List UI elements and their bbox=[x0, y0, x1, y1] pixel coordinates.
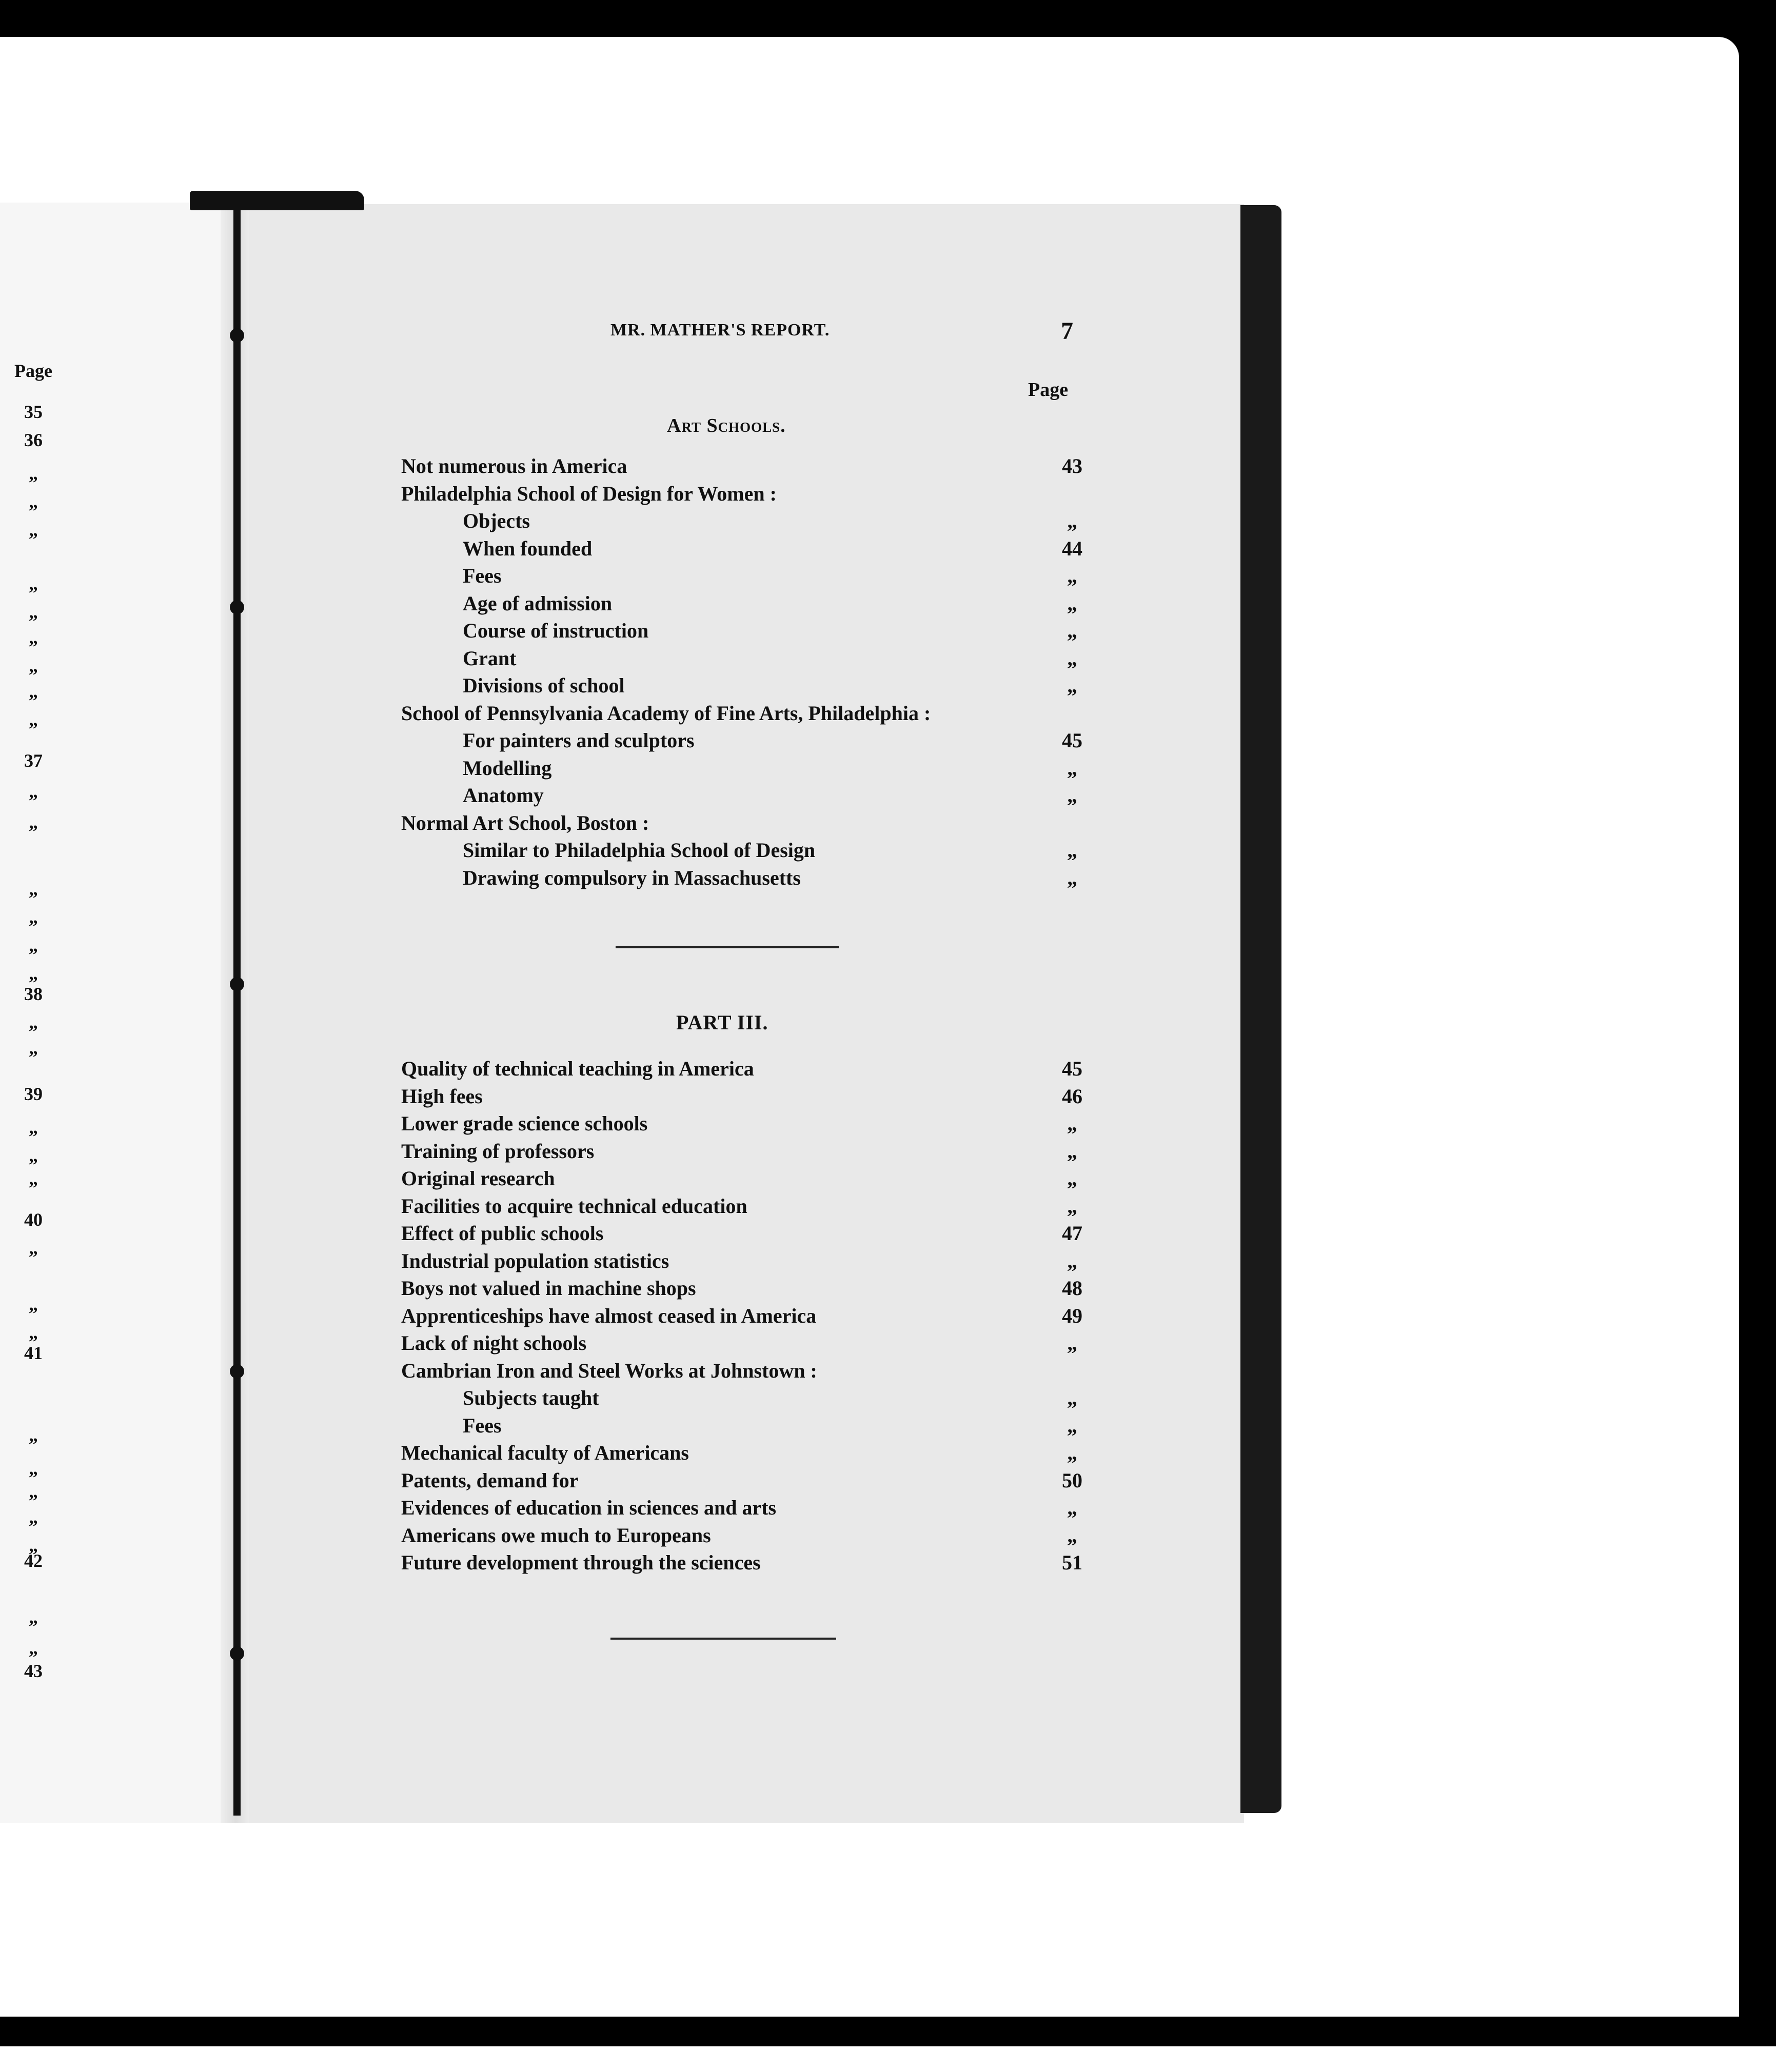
left-page-ref: „ bbox=[29, 463, 38, 484]
index-entry: Mechanical faculty of Americans bbox=[401, 1441, 689, 1464]
binding-knot bbox=[230, 1364, 244, 1379]
page-edge-shadow bbox=[1240, 205, 1281, 1813]
left-page-ref: „ bbox=[29, 1535, 38, 1556]
index-entry: Fees bbox=[463, 564, 502, 587]
index-page-ref: 46 bbox=[1062, 1084, 1082, 1108]
section-divider bbox=[610, 1638, 836, 1640]
index-entry: For painters and sculptors bbox=[463, 729, 695, 752]
left-page-ref: „ bbox=[29, 1481, 38, 1502]
left-page-ref: „ bbox=[29, 520, 38, 540]
left-page-ref: 39 bbox=[24, 1084, 43, 1104]
index-page-ref: 44 bbox=[1062, 536, 1082, 560]
left-page-ref: „ bbox=[29, 491, 38, 512]
index-page-ref: 45 bbox=[1062, 1057, 1082, 1080]
left-page-ref: „ bbox=[29, 1458, 38, 1479]
left-page-ref: „ bbox=[29, 1117, 38, 1138]
left-page-ref: „ bbox=[29, 627, 38, 648]
index-page-ref: 45 bbox=[1062, 729, 1082, 752]
binding-tape bbox=[190, 191, 364, 210]
index-page-ref: „ bbox=[1067, 1413, 1077, 1437]
index-page-ref: 49 bbox=[1062, 1304, 1082, 1327]
binding-knot bbox=[230, 977, 244, 991]
index-entry: Grant bbox=[463, 646, 517, 670]
index-page-ref: „ bbox=[1067, 1112, 1077, 1135]
index-entry: Americans owe much to Europeans bbox=[401, 1523, 711, 1547]
index-entry: Philadelphia School of Design for Women : bbox=[401, 482, 777, 505]
left-page-ref: „ bbox=[29, 1145, 38, 1166]
index-page-ref: „ bbox=[1067, 646, 1077, 670]
index-entry: High fees bbox=[401, 1084, 483, 1108]
index-entry: Similar to Philadelphia School of Design bbox=[463, 839, 816, 862]
left-page-ref: „ bbox=[29, 907, 38, 927]
index-entry: Facilities to acquire technical education bbox=[401, 1194, 747, 1218]
index-page-ref: „ bbox=[1067, 619, 1077, 642]
index-entry: Age of admission bbox=[463, 591, 613, 615]
left-page-ref: „ bbox=[29, 1507, 38, 1527]
index-page-ref: „ bbox=[1067, 1167, 1077, 1190]
index-entry: Normal Art School, Boston : bbox=[401, 811, 649, 834]
index-entry: Lack of night schools bbox=[401, 1331, 587, 1354]
index-page-ref: 51 bbox=[1062, 1551, 1082, 1574]
left-page-ref: „ bbox=[29, 879, 38, 899]
index-entry: Boys not valued in machine shops bbox=[401, 1277, 696, 1300]
index-page-ref: „ bbox=[1067, 839, 1077, 862]
left-page-ref: „ bbox=[29, 1294, 38, 1314]
index-page-ref: „ bbox=[1067, 1523, 1077, 1547]
index-page-ref: „ bbox=[1067, 756, 1077, 780]
index-entry: When founded bbox=[463, 536, 593, 560]
left-page-ref: „ bbox=[29, 1038, 38, 1058]
index-entry: Original research bbox=[401, 1167, 555, 1190]
section-divider bbox=[616, 946, 839, 948]
index-entry: Lower grade science schools bbox=[401, 1112, 648, 1135]
binding-knot bbox=[230, 600, 244, 614]
index-page-ref: „ bbox=[1067, 866, 1077, 889]
index-page-ref: 48 bbox=[1062, 1277, 1082, 1300]
binding-knot bbox=[230, 1646, 244, 1661]
index-entry: Subjects taught bbox=[463, 1386, 599, 1409]
index-page-ref: „ bbox=[1067, 564, 1077, 587]
index-entry: Objects bbox=[463, 509, 530, 532]
index-entry: School of Pennsylvania Academy of Fine Arts, Philadelphia : bbox=[401, 701, 931, 725]
left-page-ref: „ bbox=[29, 963, 38, 984]
left-page-ref: „ bbox=[29, 573, 38, 594]
binding-knot bbox=[230, 328, 244, 343]
index-entry: Cambrian Iron and Steel Works at Johnstown : bbox=[401, 1359, 817, 1382]
left-page-ref: „ bbox=[29, 1607, 38, 1627]
index-page-ref: „ bbox=[1067, 1386, 1077, 1409]
left-page-ref: „ bbox=[29, 602, 38, 622]
left-page-ref: „ bbox=[29, 681, 38, 702]
left-page-ref: 36 bbox=[24, 430, 43, 450]
left-page-ref: „ bbox=[29, 781, 38, 802]
left-page-ref: „ bbox=[29, 812, 38, 832]
index-entry: Fees bbox=[463, 1413, 502, 1437]
index-page-ref: „ bbox=[1067, 784, 1077, 807]
left-page-ref: 40 bbox=[24, 1209, 43, 1230]
left-page-ref: „ bbox=[29, 1012, 38, 1032]
left-page-ref: 38 bbox=[24, 984, 43, 1004]
left-page-ref: „ bbox=[29, 935, 38, 955]
index-page-ref: „ bbox=[1067, 1496, 1077, 1519]
left-page-ref: „ bbox=[29, 709, 38, 730]
left-page-ref: 37 bbox=[24, 750, 43, 771]
index-page-ref: „ bbox=[1067, 509, 1077, 532]
index-entry: Anatomy bbox=[463, 784, 544, 807]
bottom-margin-strip bbox=[0, 2046, 1776, 2072]
left-page-ref: „ bbox=[29, 655, 38, 676]
section-heading-art-schools: Art Schools. bbox=[667, 415, 786, 436]
index-entry: Evidences of education in sciences and arts bbox=[401, 1496, 777, 1519]
index-page-ref: „ bbox=[1067, 674, 1077, 697]
index-entry: Patents, demand for bbox=[401, 1468, 579, 1492]
left-page-ref: 42 bbox=[24, 1550, 43, 1571]
page-number: 7 bbox=[1061, 317, 1073, 345]
index-entry: Not numerous in America bbox=[401, 454, 627, 477]
index-entry: Drawing compulsory in Massachusetts bbox=[463, 866, 801, 889]
index-page-ref: „ bbox=[1067, 1441, 1077, 1464]
binding-thread bbox=[233, 195, 241, 1816]
index-page-ref: „ bbox=[1067, 1194, 1077, 1218]
page-column-header: Page bbox=[1028, 379, 1069, 401]
index-page-ref: „ bbox=[1067, 1331, 1077, 1354]
index-page-ref: 50 bbox=[1062, 1468, 1082, 1492]
section-heading-part-three: PART III. bbox=[676, 1011, 768, 1034]
index-entry: Quality of technical teaching in America bbox=[401, 1057, 754, 1080]
index-page-ref: „ bbox=[1067, 1139, 1077, 1163]
index-entry: Industrial population statistics bbox=[401, 1249, 669, 1272]
left-page-ref: 43 bbox=[24, 1661, 43, 1681]
index-entry: Modelling bbox=[463, 756, 552, 780]
index-entry: Divisions of school bbox=[463, 674, 625, 697]
left-page-ref: 35 bbox=[24, 402, 43, 422]
index-page-ref: „ bbox=[1067, 591, 1077, 615]
index-entry: Apprenticeships have almost ceased in America bbox=[401, 1304, 817, 1327]
index-entry: Course of instruction bbox=[463, 619, 649, 642]
running-head: MR. MATHER'S REPORT. bbox=[610, 321, 830, 340]
left-column-header: Page bbox=[14, 361, 52, 381]
left-page-ref: „ bbox=[29, 1168, 38, 1189]
index-entry: Training of professors bbox=[401, 1139, 595, 1163]
index-entry: Effect of public schools bbox=[401, 1222, 604, 1245]
index-page-ref: 43 bbox=[1062, 454, 1082, 477]
left-page-ref: „ bbox=[29, 1322, 38, 1343]
left-page-ref: „ bbox=[29, 1238, 38, 1258]
index-page-ref: „ bbox=[1067, 1249, 1077, 1272]
index-entry: Future development through the sciences bbox=[401, 1551, 761, 1574]
left-page-ref: „ bbox=[29, 1638, 38, 1658]
left-page-ref: 41 bbox=[24, 1343, 43, 1363]
index-page-ref: 47 bbox=[1062, 1222, 1082, 1245]
left-page-ref: „ bbox=[29, 1425, 38, 1445]
